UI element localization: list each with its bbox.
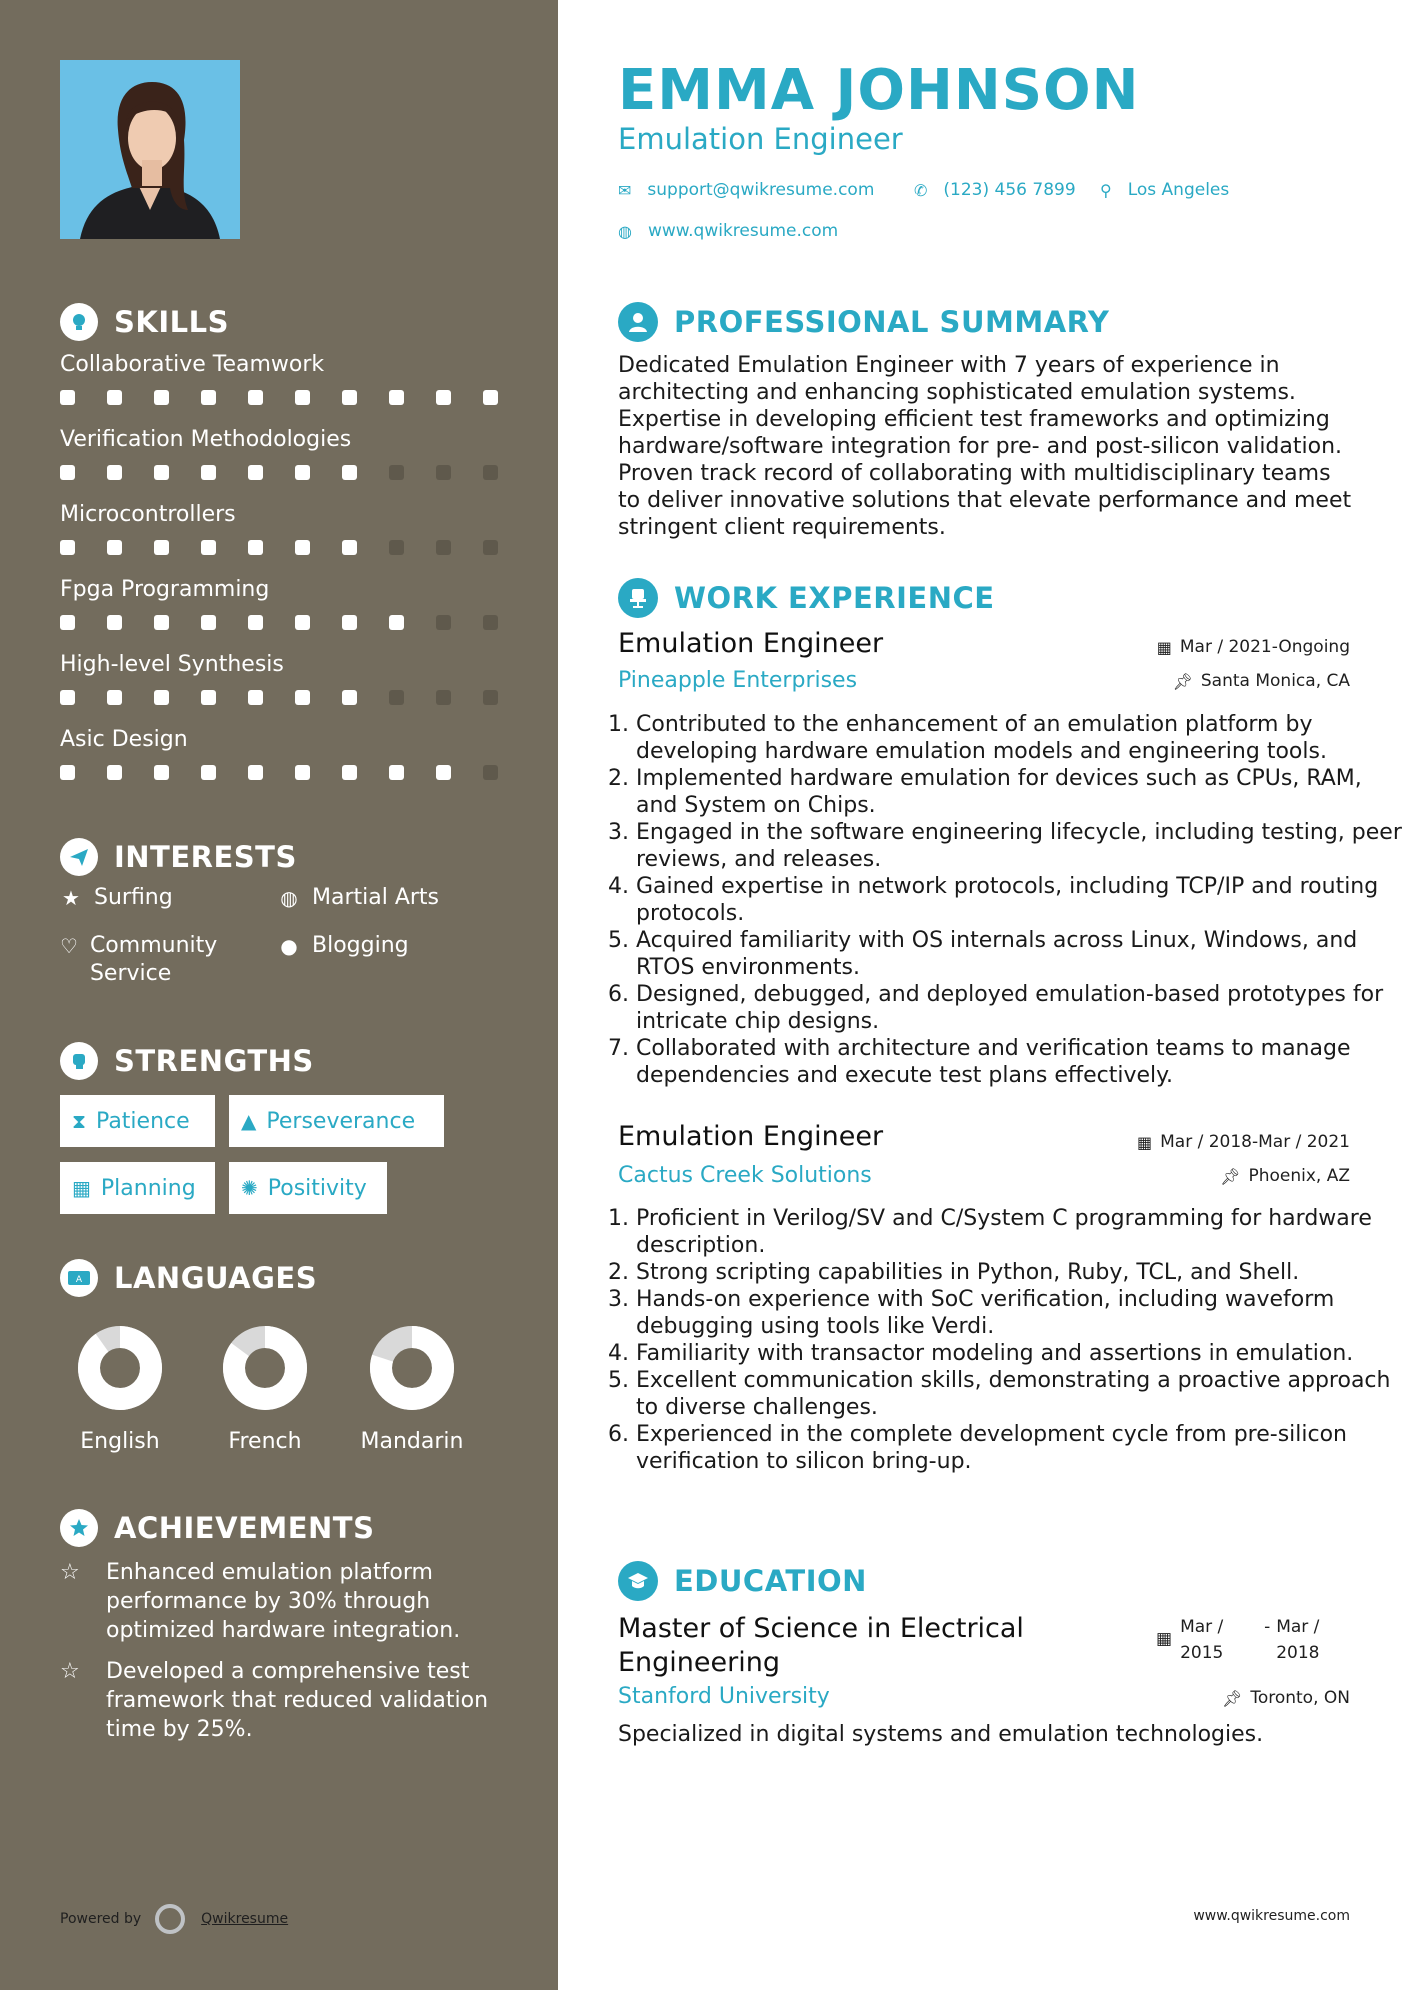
skill-dot	[389, 465, 404, 480]
skill-dot	[107, 390, 122, 405]
skill-dot	[483, 390, 498, 405]
job-location: 📌︎ Santa Monica, CA	[1172, 671, 1350, 691]
skill-dot	[389, 615, 404, 630]
education-description: Specialized in digital systems and emulation technologies.	[618, 1722, 1264, 1747]
job-company: Cactus Creek Solutions	[618, 1163, 872, 1188]
job-bullet: 5. Excellent communication skills, demonstrating a proactive approach to diverse challenges.	[608, 1368, 1391, 1420]
interests-title: INTERESTS	[114, 840, 297, 874]
skills-title: SKILLS	[114, 305, 229, 339]
strength-chip: ⧗ Patience	[60, 1095, 215, 1147]
skill-dot	[107, 765, 122, 780]
job-bullet: 3. Engaged in the software engineering lifecycle, including testing, peer reviews, and releases.	[608, 820, 1402, 872]
education-location: 📌︎ Toronto, ON	[1222, 1688, 1350, 1708]
candidate-name: EMMA JOHNSON	[618, 58, 1140, 123]
skill-dot	[248, 390, 263, 405]
summary-heading	[618, 300, 1109, 344]
skill-dot	[107, 690, 122, 705]
skill-dot	[248, 540, 263, 555]
skill-name: Verification Methodologies	[60, 427, 352, 452]
skill-dot	[154, 540, 169, 555]
skill-dot	[389, 765, 404, 780]
skill-dot	[389, 540, 404, 555]
skill-dot	[201, 690, 216, 705]
skill-dot	[436, 465, 451, 480]
skill-dot	[342, 465, 357, 480]
skill-dot	[154, 615, 169, 630]
paper-plane-icon	[60, 838, 98, 876]
achievement-item: ☆ Enhanced emulation platform performance by 30% through optimized hardware integration.	[60, 1560, 461, 1643]
hourglass-icon: ⧗	[72, 1109, 87, 1133]
skill-dot	[60, 390, 75, 405]
skill-dot	[483, 690, 498, 705]
skill-dot	[60, 765, 75, 780]
language-ring	[222, 1325, 308, 1411]
education-heading	[618, 1559, 867, 1603]
star-badge-icon	[60, 1509, 98, 1547]
skill-dot	[154, 690, 169, 705]
language-ring	[369, 1325, 455, 1411]
skill-dot	[154, 390, 169, 405]
skill-dot	[483, 465, 498, 480]
skill-dot	[483, 540, 498, 555]
skill-dot	[483, 615, 498, 630]
calendar-icon: ▦	[1136, 1132, 1153, 1152]
skill-dot	[201, 390, 216, 405]
achievements-title: ACHIEVEMENTS	[114, 1511, 375, 1545]
skill-rating	[60, 390, 530, 405]
skill-dot	[295, 765, 310, 780]
experience-title: WORK EXPERIENCE	[674, 581, 995, 615]
interests-heading	[60, 835, 297, 879]
shooting-star-icon: ☆	[60, 1659, 80, 1684]
summary-title: PROFESSIONAL SUMMARY	[674, 305, 1110, 339]
strengths-heading	[60, 1039, 314, 1083]
users-icon: ●	[280, 934, 298, 958]
job-bullet: 3. Hands-on experience with SoC verification, including waveform debugging using tools like Verdi.	[608, 1287, 1335, 1339]
job-bullets	[608, 1205, 1407, 1475]
pushpin-icon: 📌︎	[1222, 1688, 1243, 1708]
job-dates: ▦ Mar / 2021-Ongoing	[1156, 637, 1350, 657]
skills-heading	[60, 300, 229, 344]
globe-icon: ◍	[280, 886, 298, 910]
skill-dot	[60, 615, 75, 630]
calendar-icon: ▦	[1156, 637, 1172, 657]
lightbulb-icon	[60, 303, 98, 341]
skill-dot	[436, 390, 451, 405]
job-bullet: 1. Contributed to the enhancement of an emulation platform by developing hardware emulation models and engineering tools.	[608, 712, 1327, 764]
skill-dot	[436, 690, 451, 705]
mountain-icon: ▲	[241, 1109, 257, 1133]
calendar-icon: ▦	[1156, 1629, 1173, 1649]
job-company: Pineapple Enterprises	[618, 668, 858, 693]
skill-dot	[389, 390, 404, 405]
languages-title: LANGUAGES	[114, 1261, 318, 1295]
skill-dot	[201, 465, 216, 480]
interest-item: ♡ Community Service	[60, 933, 218, 986]
skill-dot	[436, 765, 451, 780]
skill-dot	[248, 765, 263, 780]
strength-chip: ✺ Positivity	[229, 1162, 387, 1214]
skill-dot	[60, 540, 75, 555]
job-dates: ▦ Mar / 2018-Mar / 2021	[1136, 1132, 1350, 1152]
skill-dot	[342, 540, 357, 555]
skill-dot	[342, 765, 357, 780]
job-bullet: 6. Experienced in the complete development cycle from pre-silicon verification to silicon bring-up.	[608, 1422, 1348, 1474]
skill-dot	[295, 390, 310, 405]
heart-icon: ♡	[60, 934, 78, 958]
skill-rating	[60, 540, 530, 555]
language-item: Mandarin	[347, 1325, 477, 1454]
interest-item: ● Blogging	[278, 932, 409, 960]
chair-icon	[618, 578, 658, 618]
skill-dot	[248, 615, 263, 630]
svg-text:A: A	[75, 1275, 83, 1285]
job-bullet: 1. Proficient in Verilog/SV and C/System C programming for hardware description.	[608, 1206, 1372, 1258]
footer-url[interactable]: www.qwikresume.com	[1193, 1908, 1350, 1924]
powered-by: Powered by Qwikresume	[60, 1904, 288, 1934]
envelope-icon: ✉	[618, 180, 632, 200]
interest-item: ◍ Martial Arts	[278, 884, 439, 912]
job-title: Emulation Engineer	[618, 628, 884, 659]
translate-icon	[60, 1259, 98, 1297]
skill-dot	[295, 690, 310, 705]
job-location: 📌︎ Phoenix, AZ	[1220, 1166, 1350, 1186]
summary-text: Dedicated Emulation Engineer with 7 years of experience in architecting and enhancing sophisticated emulation systems. Expertise in developing efficient test frameworks and optimizing hardware/software integration for pre- and post-silicon validation. Proven track record of collaborating with multidisciplinary teams to deliver innovative solutions that elevate performance and meet stringent client requirements.	[618, 353, 1352, 540]
job-bullet: 4. Familiarity with transactor modeling and assertions in emulation.	[608, 1341, 1354, 1366]
skill-dot	[201, 615, 216, 630]
star-icon: ★	[62, 886, 80, 910]
profile-photo	[60, 60, 240, 239]
skill-dot	[295, 540, 310, 555]
contact-website[interactable]: ◍ www.qwikresume.com	[618, 221, 839, 241]
achievement-item: ☆ Developed a comprehensive test framework that reduced validation time by 25%.	[60, 1659, 489, 1742]
skill-name: Microcontrollers	[60, 502, 236, 527]
skill-dot	[248, 690, 263, 705]
calendar-icon: ▦	[72, 1176, 91, 1200]
qwikresume-link[interactable]: Qwikresume	[201, 1911, 289, 1927]
skill-dot	[107, 540, 122, 555]
main-content	[558, 0, 1407, 1990]
skill-dot	[248, 465, 263, 480]
pushpin-icon: 📌︎	[1220, 1166, 1241, 1186]
skill-dot	[107, 615, 122, 630]
job-bullet: 7. Collaborated with architecture and verification teams to manage dependencies and execute test plans effectively.	[608, 1036, 1351, 1088]
job-title: Emulation Engineer	[618, 1121, 884, 1152]
achievements-heading	[60, 1506, 374, 1550]
skill-dot	[60, 465, 75, 480]
language-item: French	[200, 1325, 330, 1454]
degree-title: Master of Science in Electrical Engineering	[618, 1613, 1024, 1678]
qwikresume-logo-icon	[155, 1904, 185, 1934]
skill-name: Fpga Programming	[60, 577, 270, 602]
experience-heading	[618, 576, 995, 620]
pushpin-icon: 📌︎	[1172, 671, 1193, 691]
skill-rating	[60, 690, 530, 705]
fist-icon	[60, 1042, 98, 1080]
languages-heading	[60, 1256, 317, 1300]
skill-dot	[201, 765, 216, 780]
contact-location: ⚲ Los Angeles	[1100, 180, 1230, 200]
contact-email[interactable]: ✉ support@qwikresume.com	[618, 180, 875, 200]
skill-dot	[201, 540, 216, 555]
skill-dot	[107, 465, 122, 480]
school-name: Stanford University	[618, 1684, 830, 1709]
job-bullet: 5. Acquired familiarity with OS internals across Linux, Windows, and RTOS environments.	[608, 928, 1358, 980]
skill-rating	[60, 615, 530, 630]
language-ring	[77, 1325, 163, 1411]
shooting-star-icon: ☆	[60, 1560, 80, 1585]
education-dates: ▦ Mar / 2015 - Mar / 2018	[1156, 1614, 1348, 1666]
skill-dot	[154, 465, 169, 480]
skill-dot	[295, 615, 310, 630]
graduation-cap-icon	[618, 1561, 658, 1601]
job-bullet: 2. Implemented hardware emulation for devices such as CPUs, RAM, and System on Chips.	[608, 766, 1362, 818]
globe-icon: ◍	[618, 221, 632, 241]
skill-name: High-level Synthesis	[60, 652, 284, 677]
user-icon	[618, 302, 658, 342]
skill-dot	[295, 465, 310, 480]
contact-phone[interactable]: ✆ (123) 456 7899	[914, 180, 1076, 200]
skill-name: Asic Design	[60, 727, 188, 752]
language-item: English	[55, 1325, 185, 1454]
phone-icon: ✆	[914, 180, 928, 200]
skill-dot	[436, 540, 451, 555]
skill-dot	[60, 690, 75, 705]
skill-dot	[389, 690, 404, 705]
interest-item: ★ Surfing	[60, 884, 173, 912]
skill-rating	[60, 765, 530, 780]
skill-dot	[436, 615, 451, 630]
strengths-title: STRENGTHS	[114, 1044, 314, 1078]
skill-dot	[342, 690, 357, 705]
map-pin-icon: ⚲	[1100, 180, 1112, 200]
skill-dot	[154, 765, 169, 780]
sun-icon: ✺	[241, 1176, 258, 1200]
skill-dot	[483, 765, 498, 780]
education-title: EDUCATION	[674, 1564, 867, 1598]
job-bullets	[608, 711, 1407, 1089]
candidate-title: Emulation Engineer	[618, 122, 903, 156]
skill-rating	[60, 465, 530, 480]
skill-name: Collaborative Teamwork	[60, 352, 325, 377]
job-bullet: 4. Gained expertise in network protocols, including TCP/IP and routing protocols.	[608, 874, 1379, 926]
skill-dot	[342, 390, 357, 405]
job-bullet: 2. Strong scripting capabilities in Python, Ruby, TCL, and Shell.	[608, 1260, 1300, 1285]
strength-chip: ▦ Planning	[60, 1162, 215, 1214]
skill-dot	[342, 615, 357, 630]
sidebar	[0, 0, 558, 1990]
strength-chip: ▲ Perseverance	[229, 1095, 444, 1147]
job-bullet: 6. Designed, debugged, and deployed emulation-based prototypes for intricate chip designs.	[608, 982, 1384, 1034]
